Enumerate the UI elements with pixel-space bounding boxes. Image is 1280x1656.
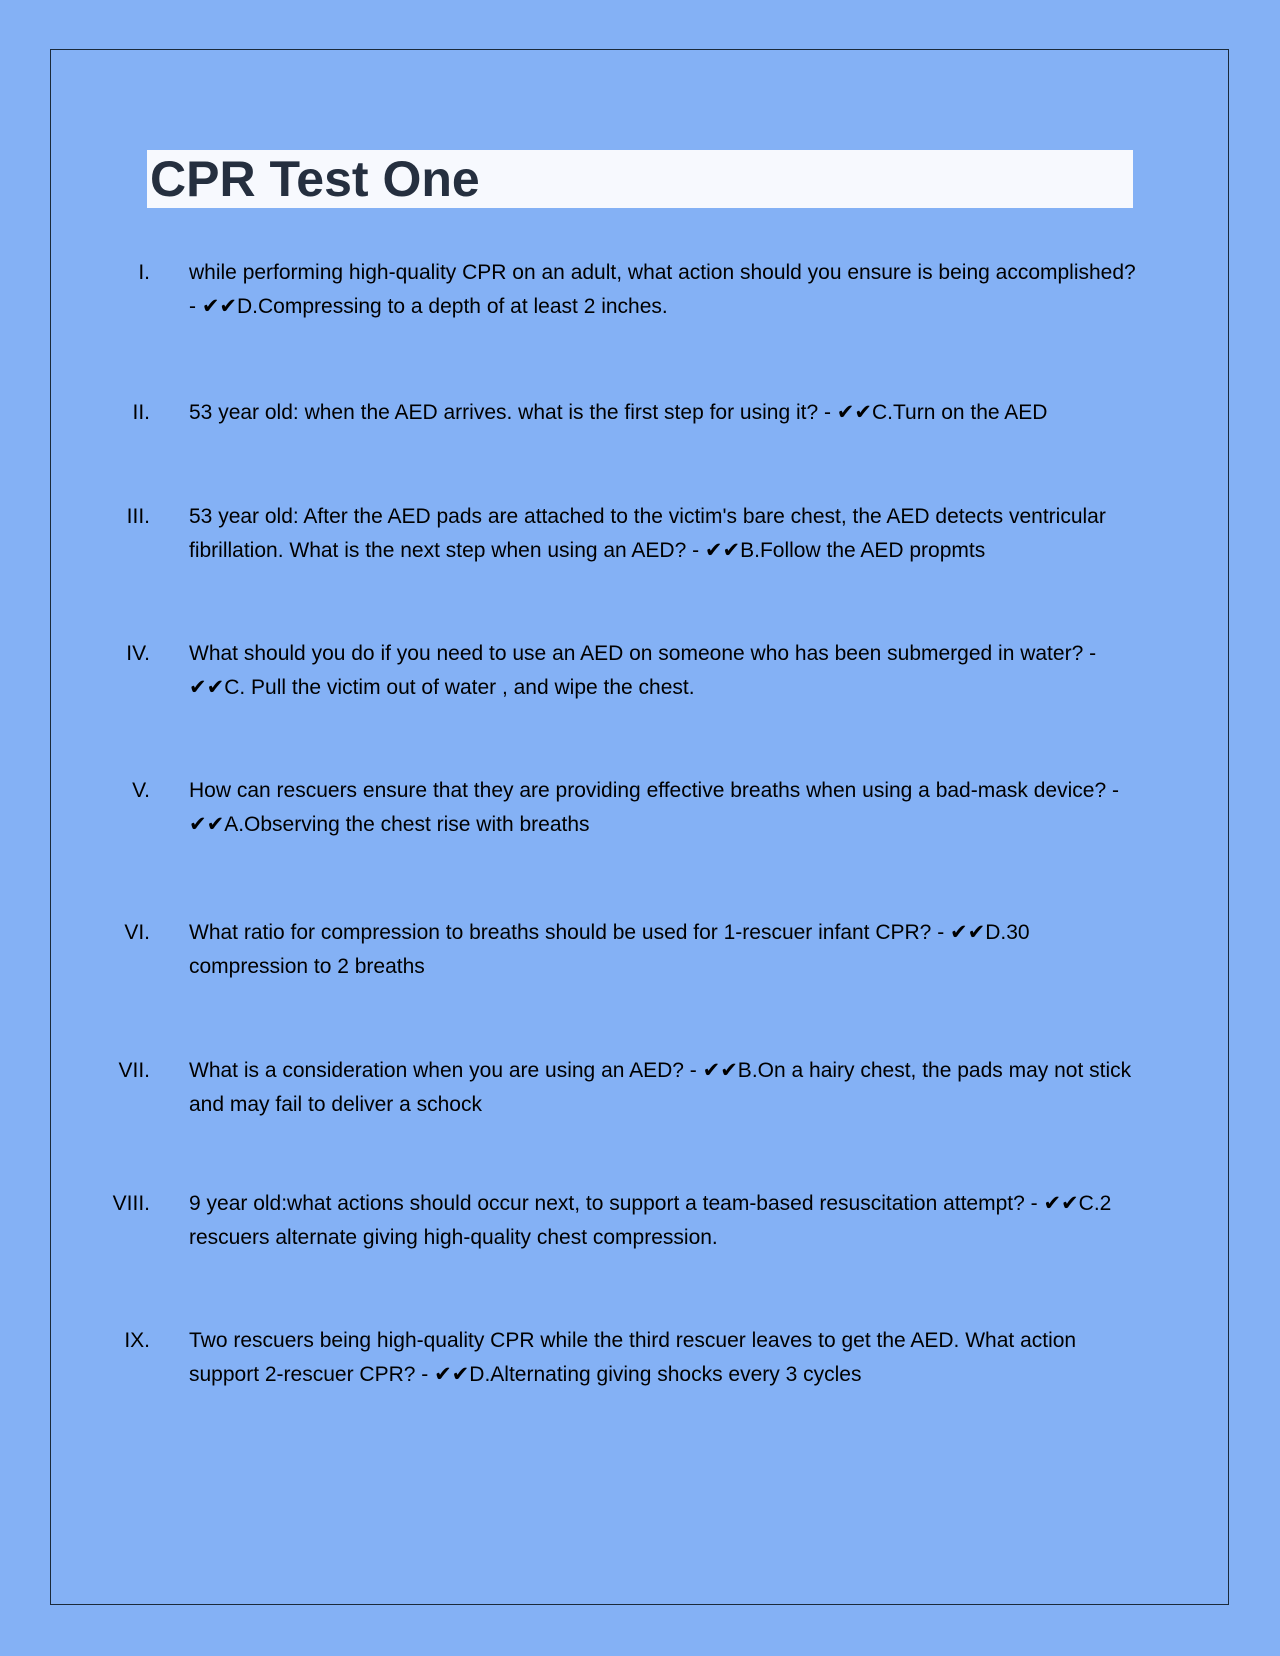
item-text: What should you do if you need to use an AED on someone who has been submerged in water? - ✔✔C. Pull the victim out of water , and wipe the chest. [189, 642, 1097, 699]
item-number: V. [132, 779, 150, 802]
page-title: CPR Test One [150, 151, 480, 207]
item-text: How can rescuers ensure that they are providing effective breaths when using a bad-mask device? - ✔✔A.Observing the chest rise with breaths [189, 779, 1119, 836]
item-number: VII. [118, 1059, 150, 1082]
item-number: III. [126, 505, 150, 528]
item-text: while performing high-quality CPR on an adult, what action should you ensure is being accomplished? - ✔✔D.Compressing to a depth of at least 2 inches. [189, 261, 1136, 318]
item-text: What is a consideration when you are using an AED? - ✔✔B.On a hairy chest, the pads may not stick and may fail to deliver a schock [189, 1059, 1132, 1116]
item-number: VI. [124, 921, 150, 944]
item-text: Two rescuers being high-quality CPR while the third rescuer leaves to get the AED. What action support 2-rescuer CPR? - ✔✔D.Alternating giving shocks every 3 cycles [189, 1329, 1077, 1386]
item-number: VIII. [112, 1192, 150, 1215]
item-number: IV. [126, 642, 150, 665]
item-text: 53 year old: After the AED pads are attached to the victim's bare chest, the AED detects ventricular fibrillation. What is the next step when using an AED? - ✔✔B.Follow the AED propmts [189, 505, 1106, 562]
item-text: What ratio for compression to breaths should be used for 1-rescuer infant CPR? - ✔✔D.30 compression to 2 breaths [189, 921, 1030, 978]
item-number: IX. [124, 1329, 150, 1352]
item-number: I. [138, 261, 150, 284]
item-text: 9 year old:what actions should occur next, to support a team-based resuscitation attempt? - ✔✔C.2 rescuers alternate giving high-quality chest compression. [189, 1192, 1112, 1249]
item-text: 53 year old: when the AED arrives. what is the first step for using it? - ✔✔C.Turn on the AED [189, 401, 1048, 424]
item-number: II. [132, 401, 150, 424]
title-box [147, 150, 1133, 208]
